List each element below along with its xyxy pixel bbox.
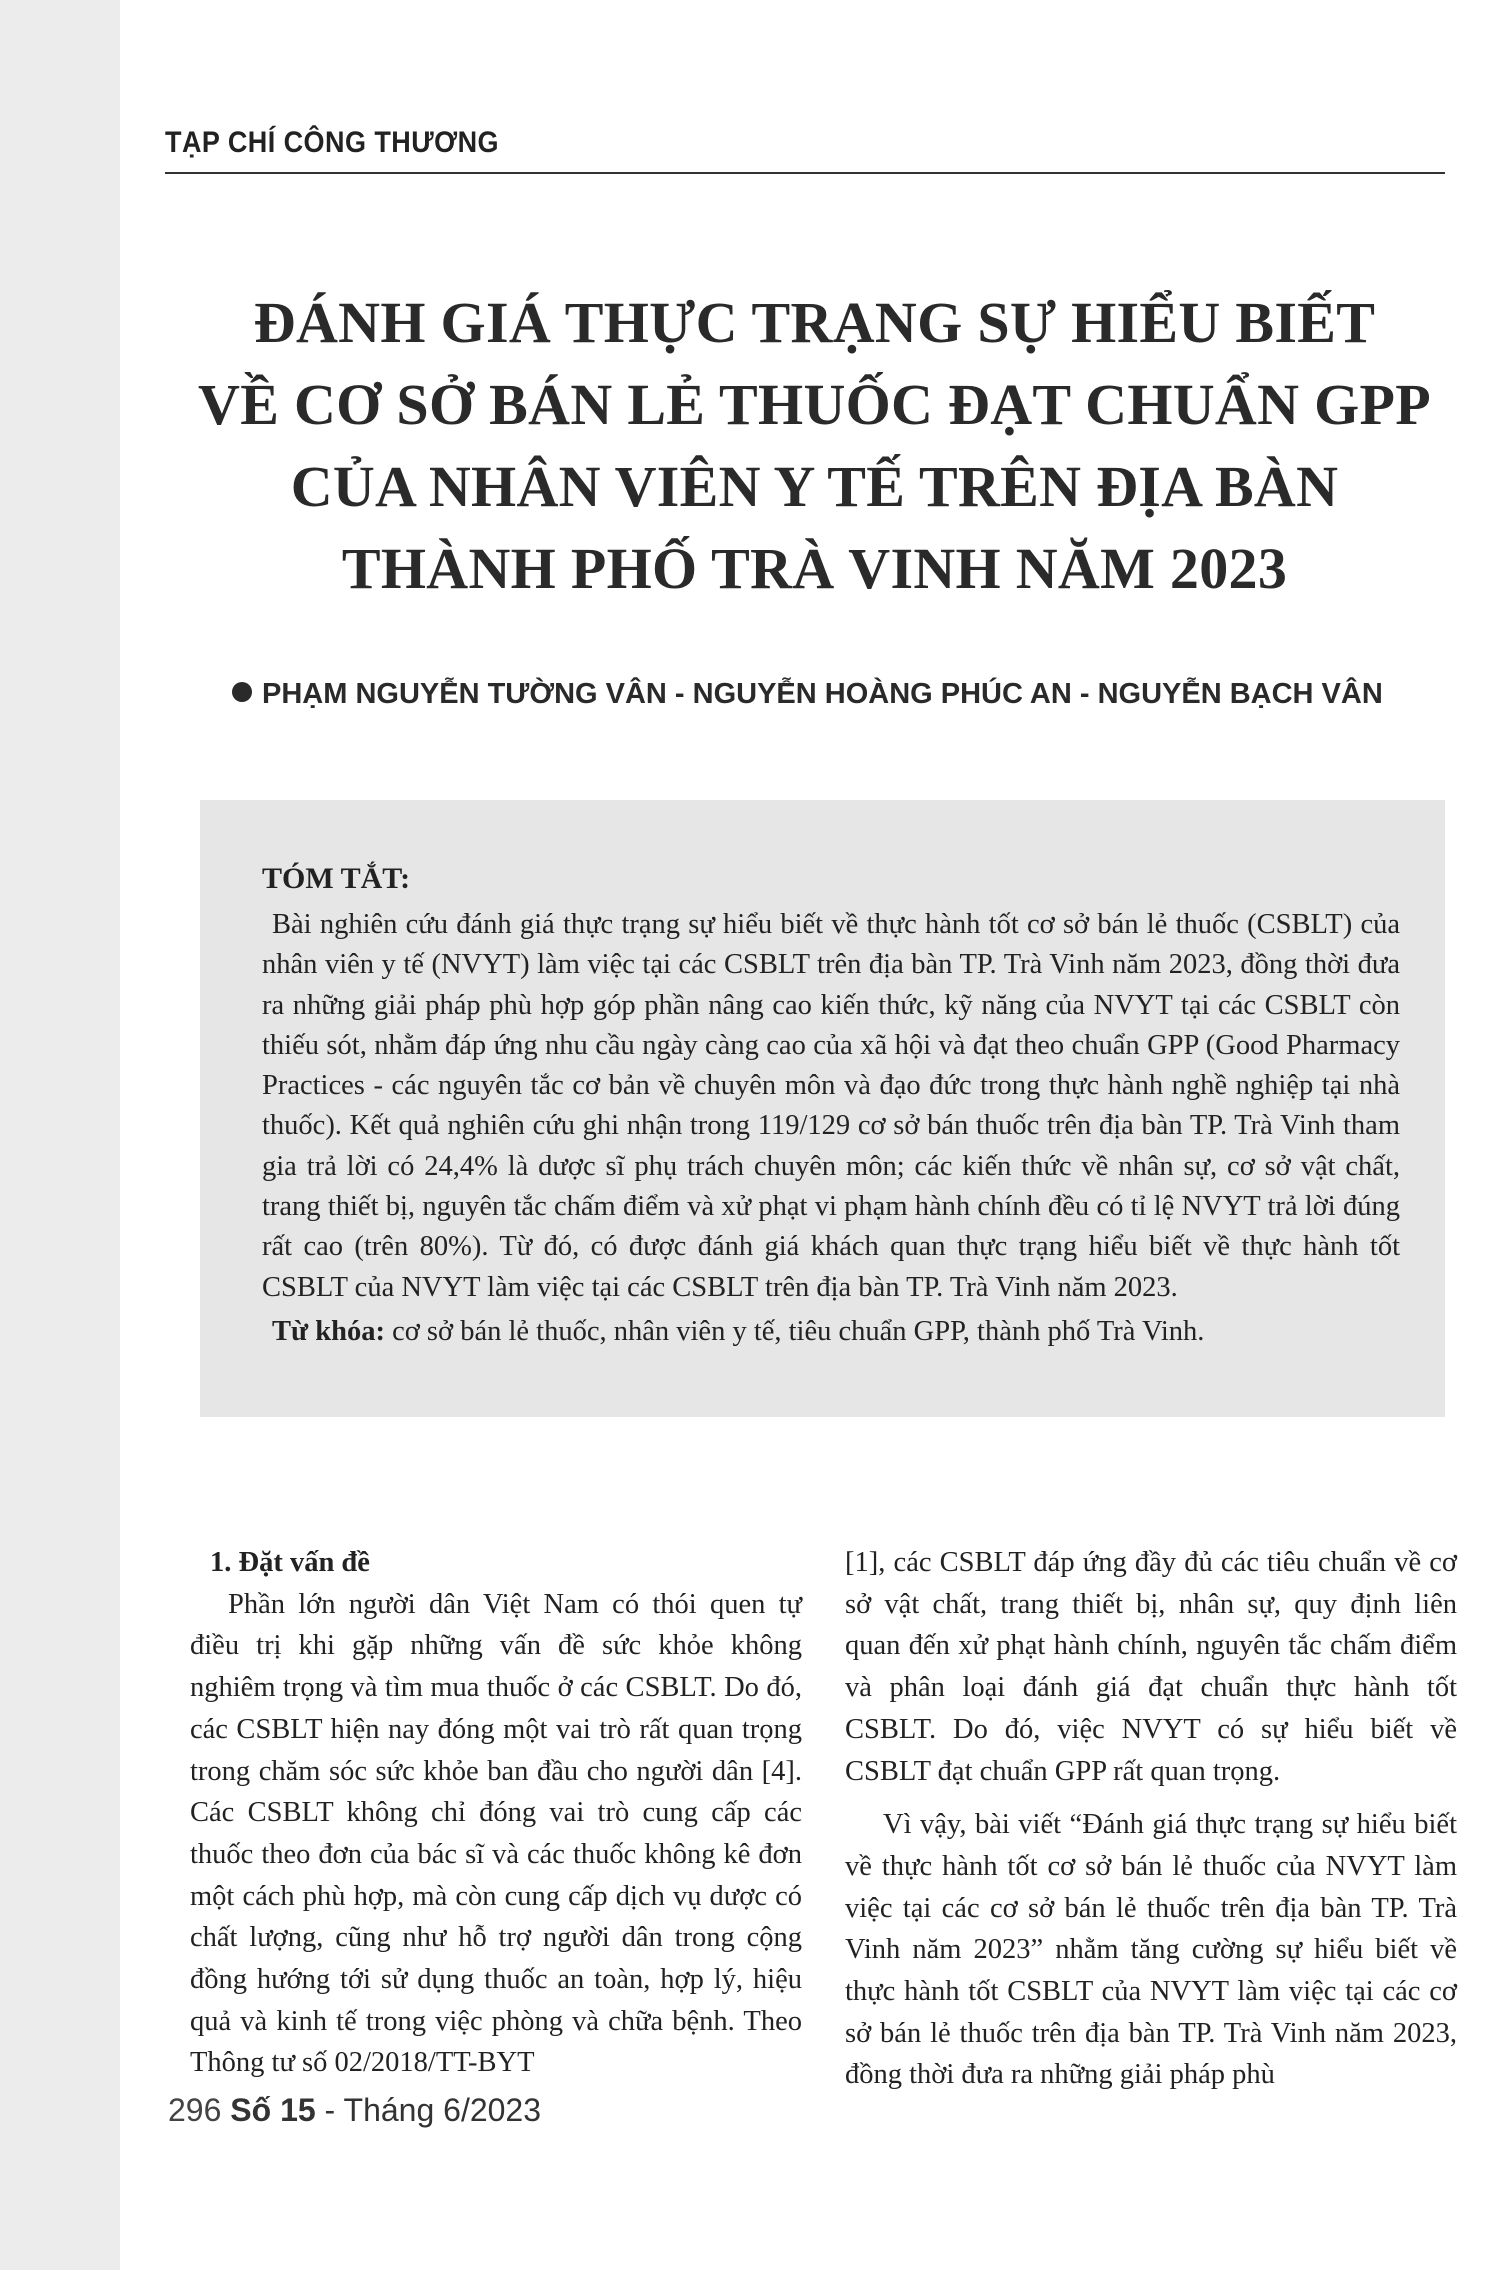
paragraph: [1], các CSBLT đáp ứng đầy đủ các tiêu chuẩn về cơ sở vật chất, trang thiết bị, nhân sự, quy định liên quan đến xử phạt hành chính, nguyên tắc chấm điểm và phân loại đánh giá đạt chuẩn thực hành tốt CSBLT. Do đó, việc NVYT có sự hiểu biết về CSBLT đạt chuẩn GPP rất quan trọng. [845,1547,1457,1787]
keywords-text: cơ sở bán lẻ thuốc, nhân viên y tế, tiêu chuẩn GPP, thành phố Trà Vinh. [384,1315,1205,1347]
page-number: 296 [168,2092,222,2128]
authors [232,678,1383,711]
header-rule [165,172,1445,174]
issue-label: Số 15 [230,2092,316,2128]
section-heading: 1. Đặt vấn đề [210,1547,370,1578]
abstract-body [262,905,1400,1352]
article-title [120,282,1509,610]
title-line: ĐÁNH GIÁ THỰC TRẠNG SỰ HIỂU BIẾT [253,290,1376,355]
keywords [262,1312,1400,1352]
title-line: VỀ CƠ SỞ BÁN LẺ THUỐC ĐẠT CHUẨN GPP [198,372,1431,437]
bullet-icon [232,682,252,702]
title-line: CỦA NHÂN VIÊN Y TẾ TRÊN ĐỊA BÀN [290,454,1339,519]
journal-name: TẠP CHÍ CÔNG THƯƠNG [165,126,499,159]
title-line: THÀNH PHỐ TRÀ VINH NĂM 2023 [341,536,1288,601]
authors-text: PHẠM NGUYỄN TƯỜNG VÂN - NGUYỄN HOÀNG PHÚC AN - NGUYỄN BẠCH VÂN [262,678,1383,710]
paragraph: Vì vậy, bài viết “Đánh giá thực trạng sự hiểu biết về thực hành tốt cơ sở bán lẻ thuốc của NVYT làm việc tại các cơ sở bán lẻ thuốc trên địa bàn TP. Trà Vinh năm 2023” nhằm tăng cường sự hiểu biết về thực hành tốt CSBLT của NVYT làm việc tại các cơ sở bán lẻ thuốc trên địa bàn TP. Trà Vinh năm 2023, đồng thời đưa ra những giải pháp phù [845,1809,1457,2091]
page-footer [168,2092,541,2129]
left-column [190,1542,802,2084]
abstract-heading: TÓM TẮT: [262,862,411,895]
paragraph: Phần lớn người dân Việt Nam có thói quen tự điều trị khi gặp những vấn đề sức khỏe không nghiêm trọng và tìm mua thuốc ở các CSBLT. Do đó, các CSBLT hiện nay đóng một vai trò rất quan trọng trong chăm sóc sức khỏe ban đầu cho người dân [4]. Các CSBLT không chỉ đóng vai trò cung cấp các thuốc theo đơn của bác sĩ và các thuốc không kê đơn một cách phù hợp, mà còn cung cấp dịch vụ dược có chất lượng, cũng như hỗ trợ người dân trong cộng đồng hướng tới sử dụng thuốc an toàn, hợp lý, hiệu quả và kinh tế trong việc phòng và chữa bệnh. Theo Thông tư số 02/2018/TT-BYT [190,1588,802,2079]
keywords-label: Từ khóa: [272,1315,385,1347]
issue-date: - Tháng 6/2023 [315,2092,542,2128]
side-band [0,0,120,2270]
right-column [845,1542,1457,2096]
abstract-text: Bài nghiên cứu đánh giá thực trạng sự hiểu biết về thực hành tốt cơ sở bán lẻ thuốc (CSBLT) của nhân viên y tế (NVYT) làm việc tại các CSBLT trên địa bàn TP. Trà Vinh năm 2023, đồng thời đưa ra những giải pháp phù hợp góp phần nâng cao kiến thức, kỹ năng của NVYT tại các CSBLT còn thiếu sót, nhằm đáp ứng nhu cầu ngày càng cao của xã hội và đạt theo chuẩn GPP (Good Pharmacy Practices - các nguyên tắc cơ bản về chuyên môn và đạo đức trong thực hành nghề nghiệp tại nhà thuốc). Kết quả nghiên cứu ghi nhận trong 119/129 cơ sở bán thuốc trên địa bàn TP. Trà Vinh tham gia trả lời có 24,4% là dược sĩ phụ trách chuyên môn; các kiến thức về nhân sự, cơ sở vật chất, trang thiết bị, nguyên tắc chấm điểm và xử phạt vi phạm hành chính đều có tỉ lệ NVYT trả lời đúng rất cao (trên 80%). Từ đó, có được đánh giá khách quan thực trạng hiểu biết về thực hành tốt CSBLT của NVYT làm việc tại các CSBLT trên địa bàn TP. Trà Vinh năm 2023. [262,909,1400,1303]
